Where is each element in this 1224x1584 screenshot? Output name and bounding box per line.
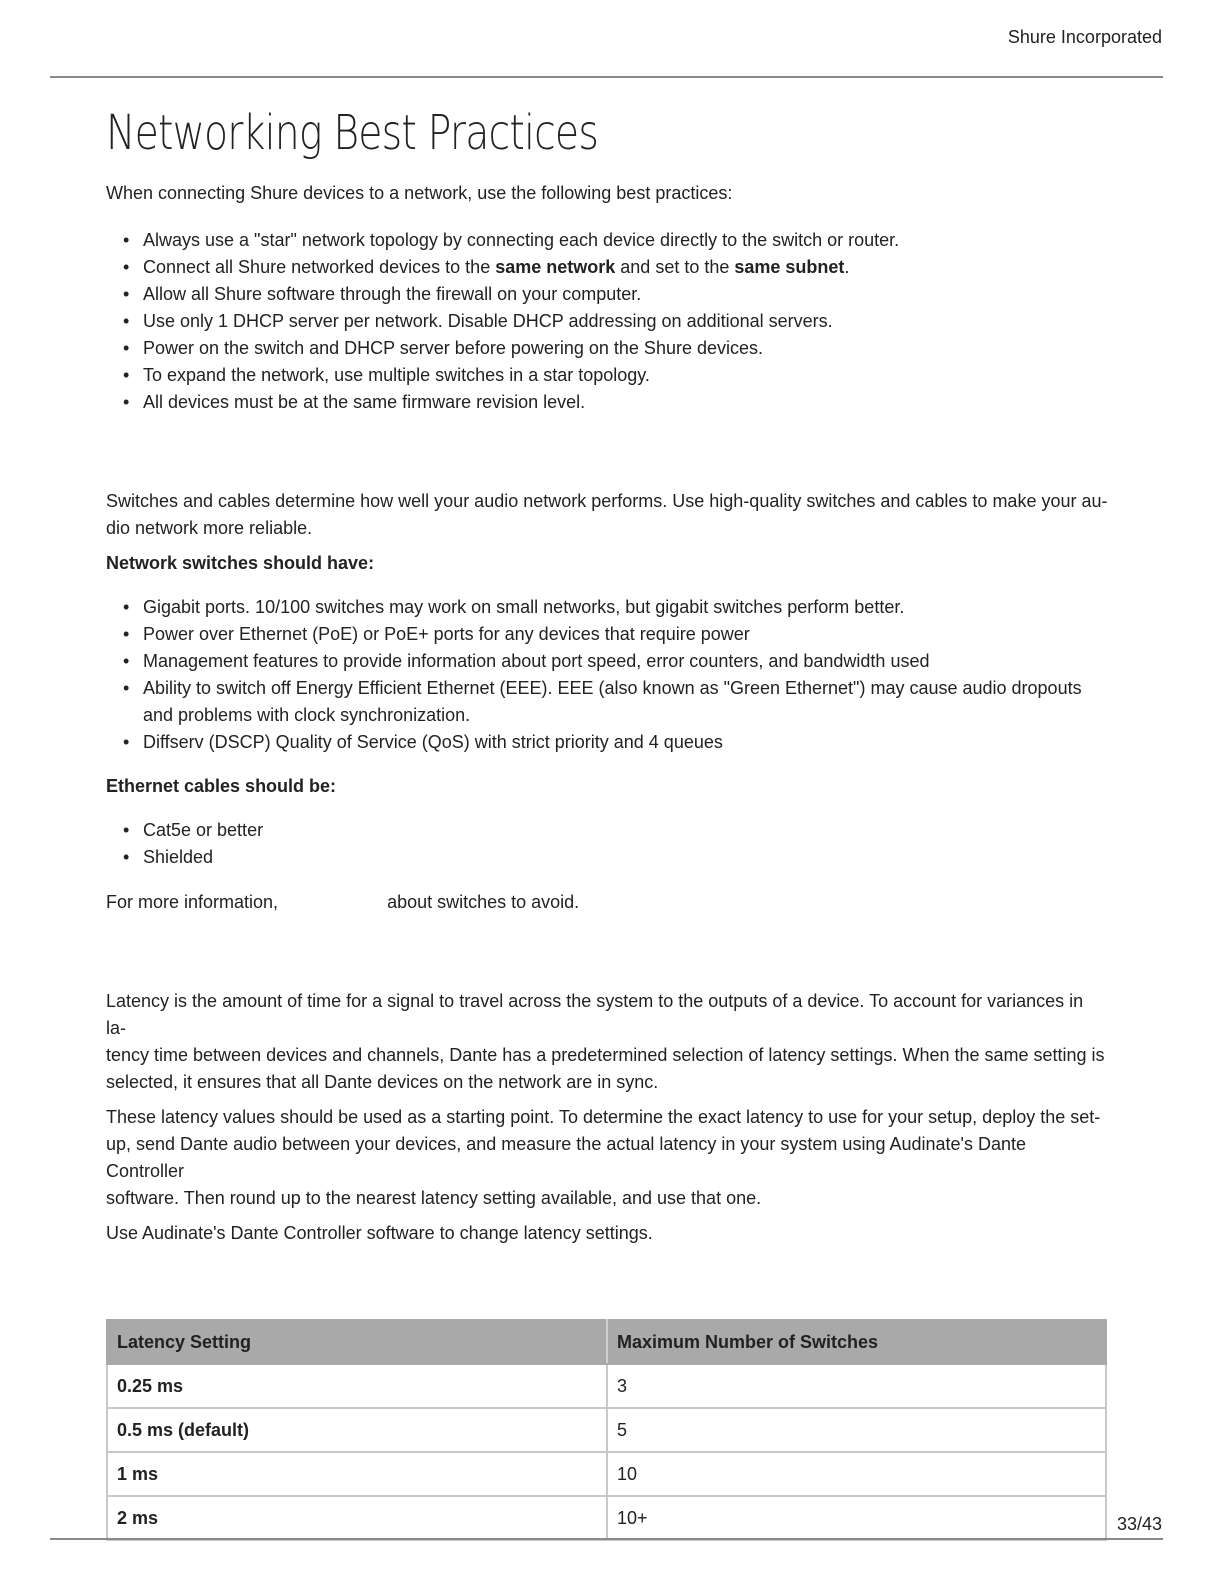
intro-paragraph: When connecting Shure devices to a network, use the following best practices: <box>106 183 733 203</box>
column-header: Maximum Number of Switches <box>607 1320 1106 1364</box>
list-item: • Gigabit ports. 10/100 switches may work on small networks, but gigabit switches perform better. <box>143 594 1108 621</box>
page-number: 33/43 <box>1116 1514 1162 1534</box>
list-item-bold-text: same network <box>495 257 616 277</box>
more-info-text: For more information, <box>106 892 279 912</box>
latency-setting-cell: 1 ms <box>107 1452 607 1496</box>
list-item: • Allow all Shure software through the firewall on your computer. <box>143 281 1108 308</box>
header-divider <box>50 76 1163 78</box>
max-switches-cell: 5 <box>607 1408 1106 1452</box>
switch-requirements-list <box>106 594 1108 756</box>
list-item-text: . <box>844 257 850 277</box>
latency-table <box>106 1319 1107 1541</box>
table-row <box>107 1452 1106 1496</box>
page-content <box>106 100 1108 1541</box>
list-item: • Use only 1 DHCP server per network. Disable DHCP addressing on additional servers. <box>143 308 1108 335</box>
latency-setting-cell: 2 ms <box>107 1496 607 1540</box>
list-item: • Always use a "star" network topology by connecting each device directly to the switch or router. <box>143 227 1108 254</box>
cables-heading: Ethernet cables should be: <box>106 776 337 796</box>
list-item: • Diffserv (DSCP) Quality of Service (QoS) with strict priority and 4 queues <box>143 729 1108 756</box>
max-switches-cell: 3 <box>607 1364 1106 1408</box>
table-row <box>107 1408 1106 1452</box>
list-item-text: Connect all Shure networked devices to the <box>143 257 496 277</box>
list-item: • Management features to provide information about port speed, error counters, and bandwidth used <box>143 648 1108 675</box>
paragraph-line: Latency is the amount of time for a signal to travel across the system to the outputs of a device. To account for variances in la- <box>106 991 1084 1038</box>
page-title: Networking Best Practices <box>106 105 599 161</box>
cable-requirements-list <box>106 817 1108 871</box>
max-switches-cell: 10+ <box>607 1496 1106 1540</box>
paragraph-line: These latency values should be used as a starting point. To determine the exact latency to use for your setup, deploy the set- <box>106 1107 1101 1127</box>
list-item: • Power over Ethernet (PoE) or PoE+ ports for any devices that require power <box>143 621 1108 648</box>
switches-heading: Network switches should have: <box>106 553 375 573</box>
table-row <box>107 1364 1106 1408</box>
list-item: • Ability to switch off Energy Efficient Ethernet (EEE). EEE (also known as "Green Ethernet") may cause audio dropouts and problems with clock synchronization. <box>143 675 1108 729</box>
latency-setting-cell: 0.25 ms <box>107 1364 607 1408</box>
latency-paragraph-1 <box>106 988 1108 1096</box>
footer-divider <box>50 1538 1163 1540</box>
list-item: • Shielded <box>143 844 1108 871</box>
latency-paragraph-3: Use Audinate's Dante Controller software to change latency settings. <box>106 1223 653 1243</box>
column-header: Latency Setting <box>107 1320 607 1364</box>
table-header-row <box>107 1320 1106 1364</box>
list-item: • All devices must be at the same firmware revision level. <box>143 389 1108 416</box>
list-item <box>143 254 1108 281</box>
list-item-text: and set to the <box>615 257 735 277</box>
list-item-bold-text: same subnet <box>734 257 845 277</box>
latency-setting-cell: 0.5 ms (default) <box>107 1408 607 1452</box>
table-row <box>107 1496 1106 1540</box>
paragraph-line: up, send Dante audio between your devices, and measure the actual latency in your system using Audinate's Dante Controller <box>106 1134 1026 1181</box>
latency-paragraph-2 <box>106 1104 1108 1212</box>
paragraph-line: software. Then round up to the nearest latency setting available, and use that one. <box>106 1188 762 1208</box>
switches-intro-paragraph <box>106 488 1108 542</box>
paragraph-line: dio network more reliable. <box>106 518 313 538</box>
max-switches-cell: 10 <box>607 1452 1106 1496</box>
paragraph-line: selected, it ensures that all Dante devices on the network are in sync. <box>106 1072 659 1092</box>
more-info-text: about switches to avoid. <box>387 892 580 912</box>
list-item: • Power on the switch and DHCP server before powering on the Shure devices. <box>143 335 1108 362</box>
list-item: • Cat5e or better <box>143 817 1108 844</box>
paragraph-line: tency time between devices and channels, Dante has a predetermined selection of latency settings. When the same setting is <box>106 1045 1105 1065</box>
best-practices-list <box>106 227 1108 416</box>
list-item: • To expand the network, use multiple switches in a star topology. <box>143 362 1108 389</box>
more-info-paragraph <box>106 889 1108 916</box>
header-company-name: Shure Incorporated <box>1007 27 1162 47</box>
paragraph-line: Switches and cables determine how well your audio network performs. Use high-quality switches and cables to make your au- <box>106 491 1108 511</box>
